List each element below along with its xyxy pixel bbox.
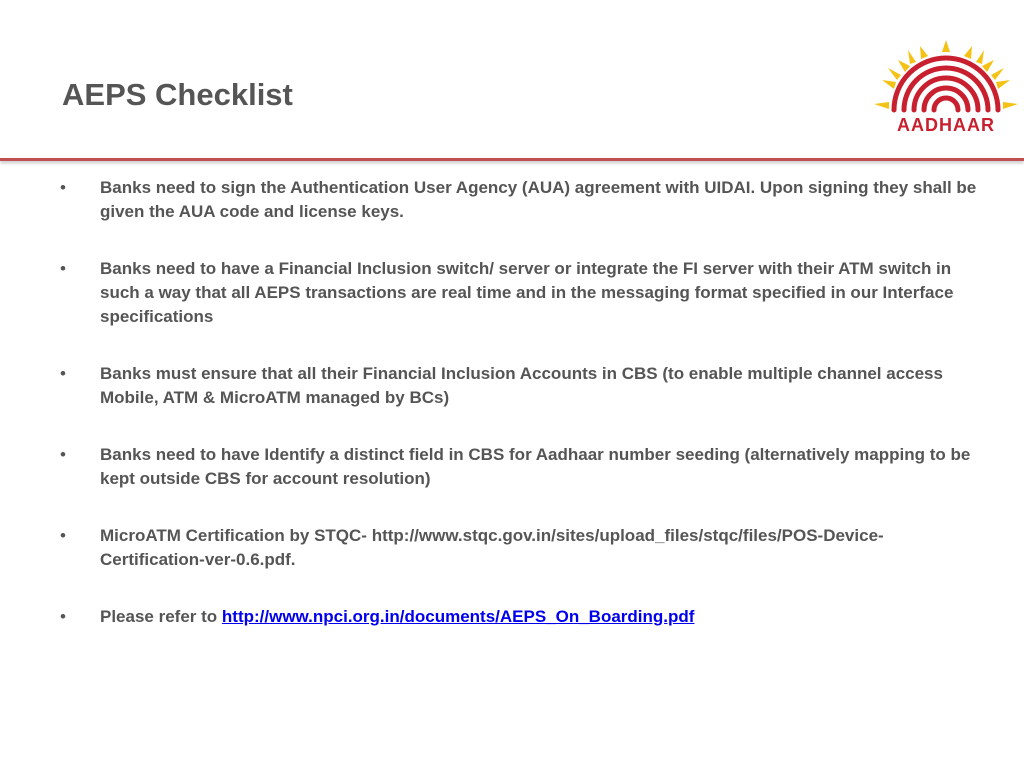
aadhaar-logo-icon xyxy=(870,38,1022,118)
list-item xyxy=(60,524,980,572)
bullet-marker: • xyxy=(60,178,66,197)
list-item xyxy=(60,605,980,629)
bullet-text: Banks must ensure that all their Financial Inclusion Accounts in CBS (to enable multiple channel access Mobile, ATM & MicroATM managed by BCs) xyxy=(100,364,943,407)
slide-title: AEPS Checklist xyxy=(62,77,293,112)
bullet-list xyxy=(60,176,980,662)
list-item xyxy=(60,362,980,410)
logo-text: AADHAAR xyxy=(897,115,995,135)
bullet-marker: • xyxy=(60,364,66,383)
list-item xyxy=(60,257,980,329)
aeps-onboarding-link[interactable]: http://www.npci.org.in/documents/AEPS_On_Boarding.pdf xyxy=(221,607,695,626)
header-divider xyxy=(0,158,1024,161)
bullet-text-prefix: Please refer to xyxy=(100,607,222,626)
bullet-text: Banks need to have Identify a distinct field in CBS for Aadhaar number seeding (alternatively mapping to be kept outside CBS for account resolution) xyxy=(100,445,971,488)
bullet-marker: • xyxy=(60,607,66,626)
list-item xyxy=(60,443,980,491)
bullet-marker: • xyxy=(60,259,66,278)
aadhaar-logo xyxy=(870,38,1022,142)
list-item xyxy=(60,176,980,224)
bullet-text: Banks need to have a Financial Inclusion switch/ server or integrate the FI server with their ATM switch in such a way that all AEPS transactions are real time and in the messaging format specified in our Interface specifications xyxy=(100,259,954,326)
bullet-marker: • xyxy=(60,526,66,545)
bullet-text: Banks need to sign the Authentication User Agency (AUA) agreement with UIDAI. Upon signing they shall be given the AUA code and license keys. xyxy=(100,178,977,221)
bullet-marker: • xyxy=(60,445,66,464)
bullet-text: MicroATM Certification by STQC- http://www.stqc.gov.in/sites/upload_files/stqc/files/POS-Device-Certification-ver-0.6.pdf. xyxy=(100,526,884,569)
